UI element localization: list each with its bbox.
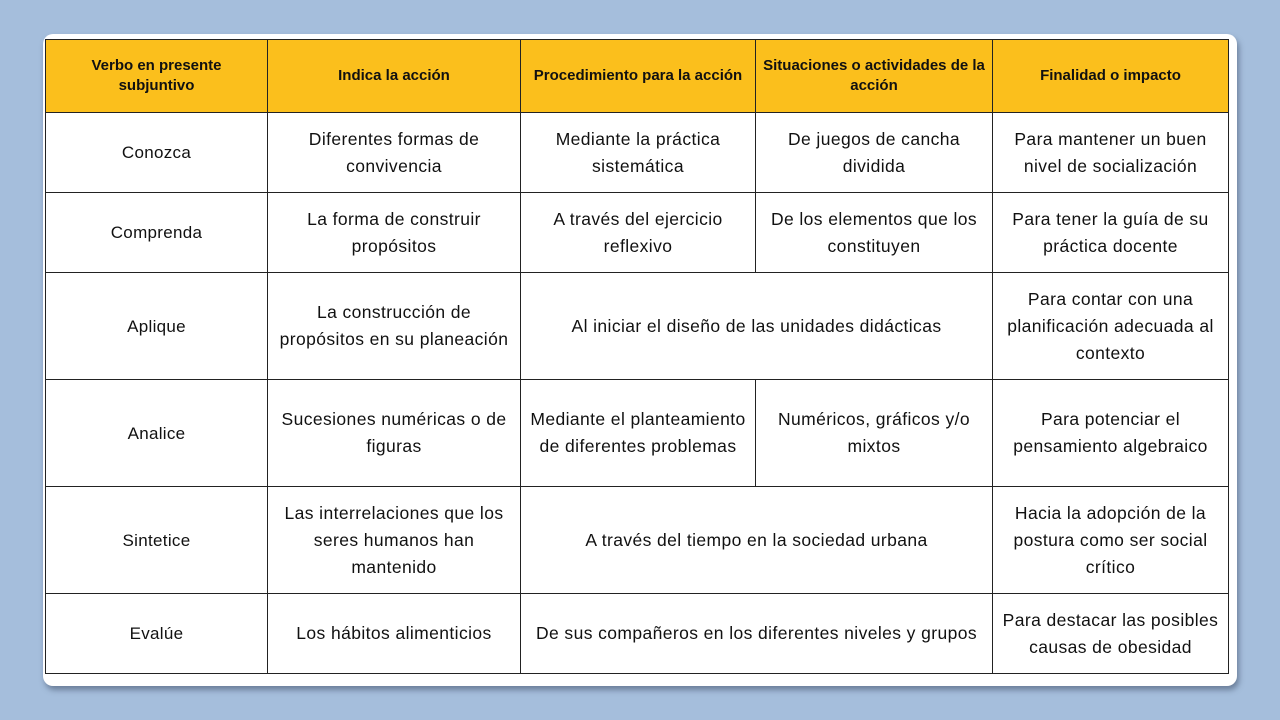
- cell-purpose: Para contar con una planificación adecuada al contexto: [993, 273, 1229, 380]
- cell-purpose: Para destacar las posibles causas de obesidad: [993, 594, 1229, 674]
- cell-verb: Analice: [46, 380, 268, 487]
- cell-purpose: Hacia la adopción de la postura como ser social crítico: [993, 487, 1229, 594]
- cell-procedure: Mediante el planteamiento de diferentes problemas: [521, 380, 756, 487]
- cell-action: La construcción de propósitos en su planeación: [268, 273, 521, 380]
- header-purpose: Finalidad o impacto: [993, 40, 1229, 113]
- header-verb: Verbo en presente subjuntivo: [46, 40, 268, 113]
- header-situations: Situaciones o actividades de la acción: [756, 40, 993, 113]
- table-row: [46, 487, 1229, 594]
- cell-action: La forma de construir propósitos: [268, 193, 521, 273]
- cell-verb: Conozca: [46, 113, 268, 193]
- cell-procedure-situations: De sus compañeros en los diferentes niveles y grupos: [521, 594, 993, 674]
- objectives-table: [45, 39, 1229, 674]
- cell-purpose: Para tener la guía de su práctica docente: [993, 193, 1229, 273]
- table-header-row: [46, 40, 1229, 113]
- table-wrapper: [45, 39, 1229, 674]
- cell-situations: De juegos de cancha dividida: [756, 113, 993, 193]
- cell-procedure-situations: Al iniciar el diseño de las unidades didácticas: [521, 273, 993, 380]
- slide-card: [43, 34, 1237, 686]
- cell-purpose: Para mantener un buen nivel de socialización: [993, 113, 1229, 193]
- cell-verb: Sintetice: [46, 487, 268, 594]
- cell-situations: De los elementos que los constituyen: [756, 193, 993, 273]
- header-procedure: Procedimiento para la acción: [521, 40, 756, 113]
- cell-action: Los hábitos alimenticios: [268, 594, 521, 674]
- table-row: [46, 113, 1229, 193]
- cell-verb: Aplique: [46, 273, 268, 380]
- cell-action: Diferentes formas de convivencia: [268, 113, 521, 193]
- cell-purpose: Para potenciar el pensamiento algebraico: [993, 380, 1229, 487]
- table-row: [46, 594, 1229, 674]
- table-row: [46, 193, 1229, 273]
- cell-procedure: A través del ejercicio reflexivo: [521, 193, 756, 273]
- cell-procedure: Mediante la práctica sistemática: [521, 113, 756, 193]
- cell-verb: Comprenda: [46, 193, 268, 273]
- cell-procedure-situations: A través del tiempo en la sociedad urbana: [521, 487, 993, 594]
- table-row: [46, 380, 1229, 487]
- cell-situations: Numéricos, gráficos y/o mixtos: [756, 380, 993, 487]
- header-action: Indica la acción: [268, 40, 521, 113]
- table-row: [46, 273, 1229, 380]
- cell-action: Sucesiones numéricas o de figuras: [268, 380, 521, 487]
- cell-action: Las interrelaciones que los seres humanos han mantenido: [268, 487, 521, 594]
- cell-verb: Evalúe: [46, 594, 268, 674]
